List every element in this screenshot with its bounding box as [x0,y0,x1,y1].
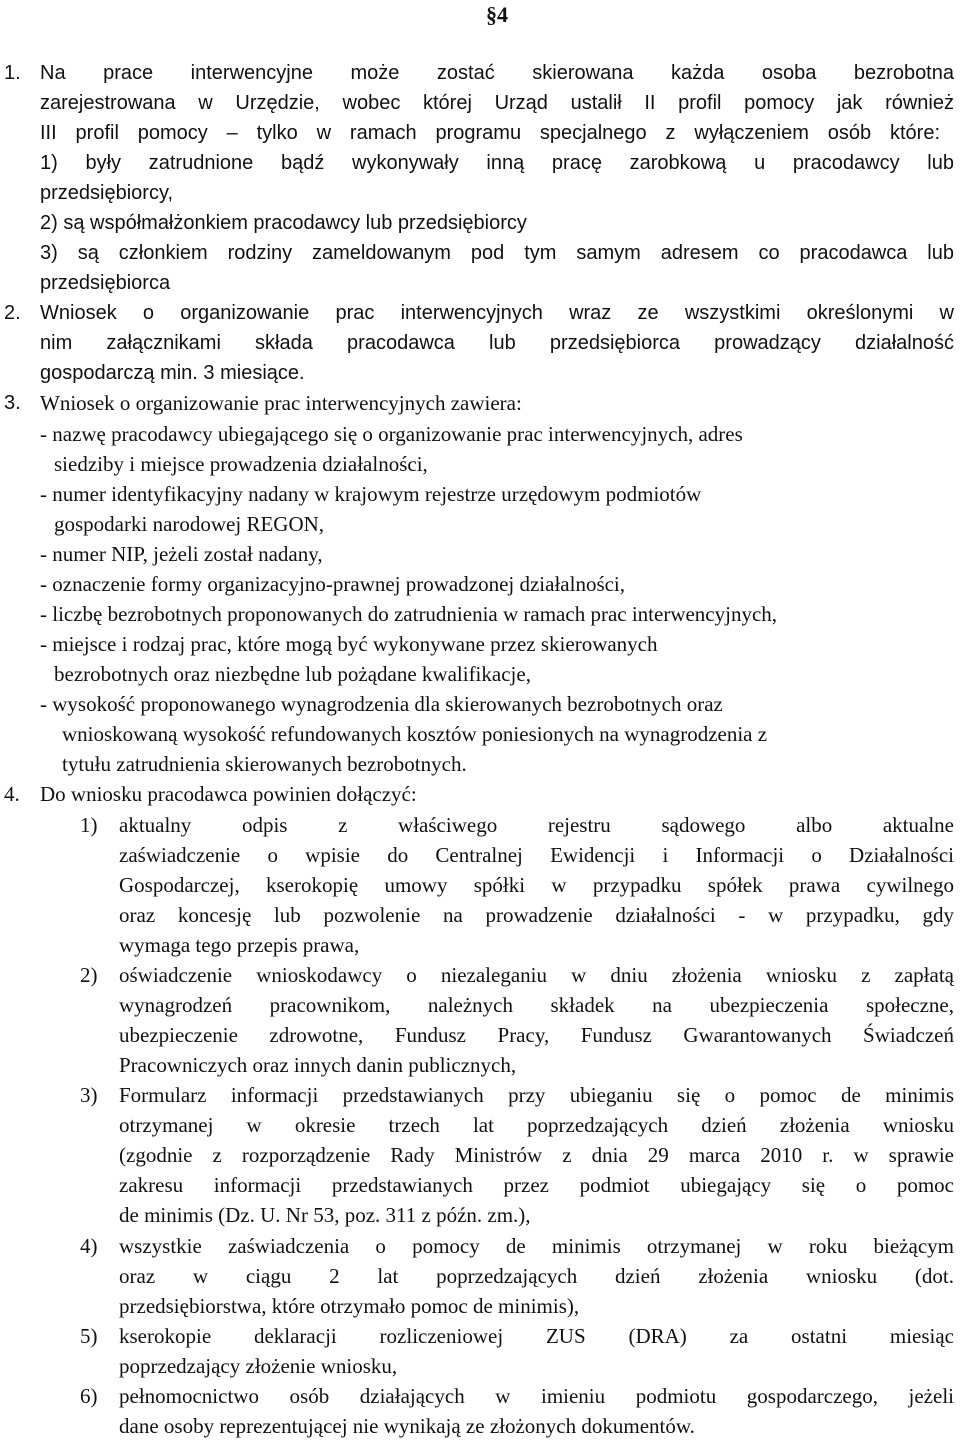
item-number: 3. [4,392,21,414]
paragraph-line: aktualny odpis z właściwego rejestru sądowego albo aktualne [119,813,954,837]
paragraph-line: - oznaczenie formy organizacyjno-prawnej prowadzonej działalności, [40,572,626,596]
paragraph-line: Gospodarczej, kserokopię umowy spółki w przypadku spółek prawa cywilnego [119,873,954,897]
paragraph-line: 1) były zatrudnione bądź wykonywały inną pracę zarobkową u pracodawcy lub [40,152,954,174]
paragraph-line: de minimis (Dz. U. Nr 53, poz. 311 z późn. zm.), [119,1203,531,1227]
paragraph-line: dane osoby reprezentującej nie wynikają ze złożonych dokumentów. [119,1414,695,1438]
paragraph-line: Pracowniczych oraz innych danin publicznych, [119,1053,517,1077]
subitem-number: 4) [80,1234,98,1258]
paragraph-line: tytułu zatrudnienia skierowanych bezrobotnych. [62,752,467,776]
paragraph-line: nim załącznikami składa pracodawca lub przedsiębiorca prowadzący działalność [40,332,954,354]
paragraph-line: gospodarki narodowej REGON, [54,512,325,536]
paragraph-line: kserokopie deklaracji rozliczeniowej ZUS (DRA) za ostatni miesiąc [119,1324,954,1348]
paragraph-line: (zgodnie z rozporządzenie Rady Ministrów z dnia 29 marca 2010 r. w sprawie [119,1143,954,1167]
paragraph-line: Wniosek o organizowanie prac interwencyjnych wraz ze wszystkimi określonymi w [40,302,954,324]
paragraph-line: oraz koncesję lub pozwolenie na prowadzenie działalności - w przypadku, gdy [119,903,954,927]
paragraph-line: Na prace interwencyjne może zostać skierowana każda osoba bezrobotna [40,62,954,84]
item-number: 2. [4,302,21,324]
paragraph-line: Do wniosku pracodawca powinien dołączyć: [40,782,417,806]
paragraph-line: zarejestrowana w Urzędzie, wobec której Urząd ustalił II profil pomocy jak również [40,92,954,114]
paragraph-line: Wniosek o organizowanie prac interwencyjnych zawiera: [40,391,522,415]
paragraph-line: 3) są członkiem rodziny zameldowanym pod tym samym adresem co pracodawca lub [40,242,954,264]
paragraph-line: Formularz informacji przedstawianych przy ubieganiu się o pomoc de minimis [119,1083,954,1107]
paragraph-line: ubezpieczenie zdrowotne, Fundusz Pracy, Fundusz Gwarantowanych Świadczeń [119,1023,954,1047]
paragraph-line: gospodarczą min. 3 miesiące. [40,362,305,384]
paragraph-line: - liczbę bezrobotnych proponowanych do zatrudnienia w ramach prac interwencyjnych, [40,602,778,626]
paragraph-line: - miejsce i rodzaj prac, które mogą być wykonywane przez skierowanych [40,632,658,656]
paragraph-line: oświadczenie wnioskodawcy o niezaleganiu w dniu złożenia wniosku z zapłatą [119,963,954,987]
paragraph-line: - numer identyfikacyjny nadany w krajowym rejestrze urzędowym podmiotów [40,482,702,506]
item-number: 1. [4,62,21,84]
paragraph-line: zakresu informacji przedstawianych przez podmiot ubiegający się o pomoc [119,1173,954,1197]
subitem-number: 5) [80,1324,98,1348]
paragraph-line: bezrobotnych oraz niezbędne lub pożądane kwalifikacje, [54,662,531,686]
paragraph-line: przedsiębiorstwa, które otrzymało pomoc de minimis), [119,1294,580,1318]
paragraph-line: - numer NIP, jeżeli został nadany, [40,542,323,566]
section-heading: §4 [486,2,508,27]
paragraph-line: - nazwę pracodawcy ubiegającego się o organizowanie prac interwencyjnych, adres [40,422,743,446]
paragraph-line: wnioskowaną wysokość refundowanych kosztów poniesionych na wynagrodzenia z [62,722,768,746]
paragraph-line: otrzymanej w okresie trzech lat poprzedzających dzień złożenia wniosku [119,1113,954,1137]
paragraph-line: - wysokość proponowanego wynagrodzenia dla skierowanych bezrobotnych oraz [40,692,723,716]
subitem-number: 2) [80,963,98,987]
paragraph-line: pełnomocnictwo osób działających w imieniu podmiotu gospodarczego, jeżeli [119,1384,954,1408]
subitem-number: 3) [80,1083,98,1107]
paragraph-line: 2) są współmałżonkiem pracodawcy lub przedsiębiorcy [40,212,527,234]
paragraph-line: zaświadczenie o wpisie do Centralnej Ewidencji i Informacji o Działalności [119,843,954,867]
paragraph-line: poprzedzający złożenie wniosku, [119,1354,398,1378]
paragraph-line: przedsiębiorca [40,272,171,294]
paragraph-line: siedziby i miejsce prowadzenia działalności, [54,452,428,476]
paragraph-line: III profil pomocy – tylko w ramach programu specjalnego z wyłączeniem osób które: [40,122,940,144]
paragraph-line: wynagrodzeń pracownikom, należnych składek na ubezpieczenia społeczne, [119,993,954,1017]
paragraph-line: wszystkie zaświadczenia o pomocy de minimis otrzymanej w roku bieżącym [119,1234,954,1258]
subitem-number: 1) [80,813,98,837]
paragraph-line: wymaga tego przepis prawa, [119,933,360,957]
paragraph-line: przedsiębiorcy, [40,182,174,204]
paragraph-line: oraz w ciągu 2 lat poprzedzających dzień złożenia wniosku (dot. [119,1264,954,1288]
subitem-number: 6) [80,1384,98,1408]
item-number: 4. [4,782,20,806]
